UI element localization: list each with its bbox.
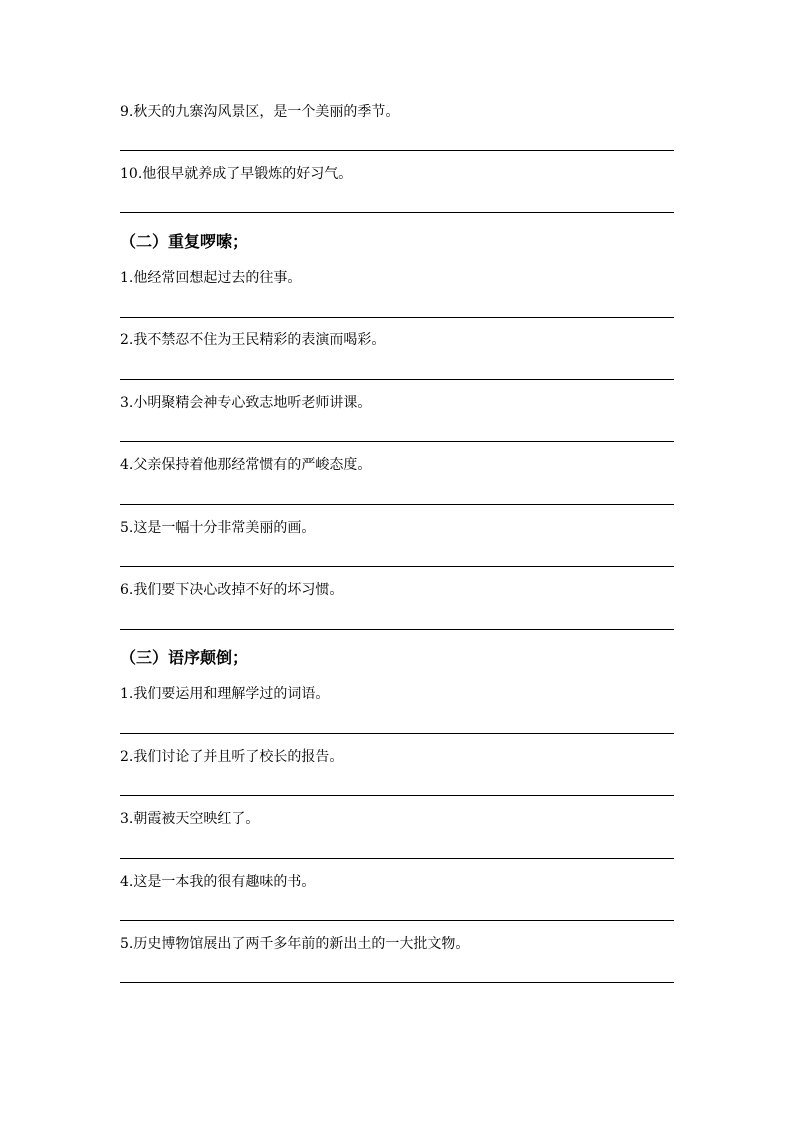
sentence-item: 5.历史博物馆展出了两千多年前的新出土的一大批文物。 bbox=[120, 936, 470, 952]
answer-line bbox=[120, 982, 674, 983]
sentence-item: 1.他经常回想起过去的往事。 bbox=[120, 270, 302, 286]
answer-line bbox=[120, 629, 674, 630]
section-heading-word-order: （三）语序颠倒； bbox=[120, 648, 249, 667]
sentence-item: 3.小明聚精会神专心致志地听老师讲课。 bbox=[120, 395, 372, 411]
answer-line bbox=[120, 920, 674, 921]
sentence-item: 1.我们要运用和理解学过的词语。 bbox=[120, 686, 330, 702]
answer-line bbox=[120, 858, 674, 859]
answer-line bbox=[120, 504, 674, 505]
answer-line bbox=[120, 379, 674, 380]
answer-line bbox=[120, 150, 674, 151]
sentence-item: 6.我们要下决心改掉不好的坏习惯。 bbox=[120, 582, 344, 598]
sentence-item: 4.父亲保持着他那经常惯有的严峻态度。 bbox=[120, 457, 372, 473]
sentence-item: 4.这是一本我的很有趣味的书。 bbox=[120, 874, 316, 890]
section-heading-repetition: （二）重复啰嗦； bbox=[120, 232, 249, 251]
answer-line bbox=[120, 441, 674, 442]
answer-line bbox=[120, 795, 674, 796]
sentence-item: 2.我不禁忍不住为王民精彩的表演而喝彩。 bbox=[120, 332, 386, 348]
answer-line bbox=[120, 317, 674, 318]
sentence-item-10: 10.他很早就养成了早锻炼的好习气。 bbox=[120, 166, 353, 182]
answer-line bbox=[120, 212, 674, 213]
sentence-item: 2.我们讨论了并且听了校长的报告。 bbox=[120, 749, 344, 765]
answer-line bbox=[120, 733, 674, 734]
sentence-item-9: 9.秋天的九寨沟风景区，是一个美丽的季节。 bbox=[120, 104, 400, 120]
sentence-item: 3.朝霞被天空映红了。 bbox=[120, 811, 260, 827]
answer-line bbox=[120, 566, 674, 567]
sentence-item: 5.这是一幅十分非常美丽的画。 bbox=[120, 520, 316, 536]
